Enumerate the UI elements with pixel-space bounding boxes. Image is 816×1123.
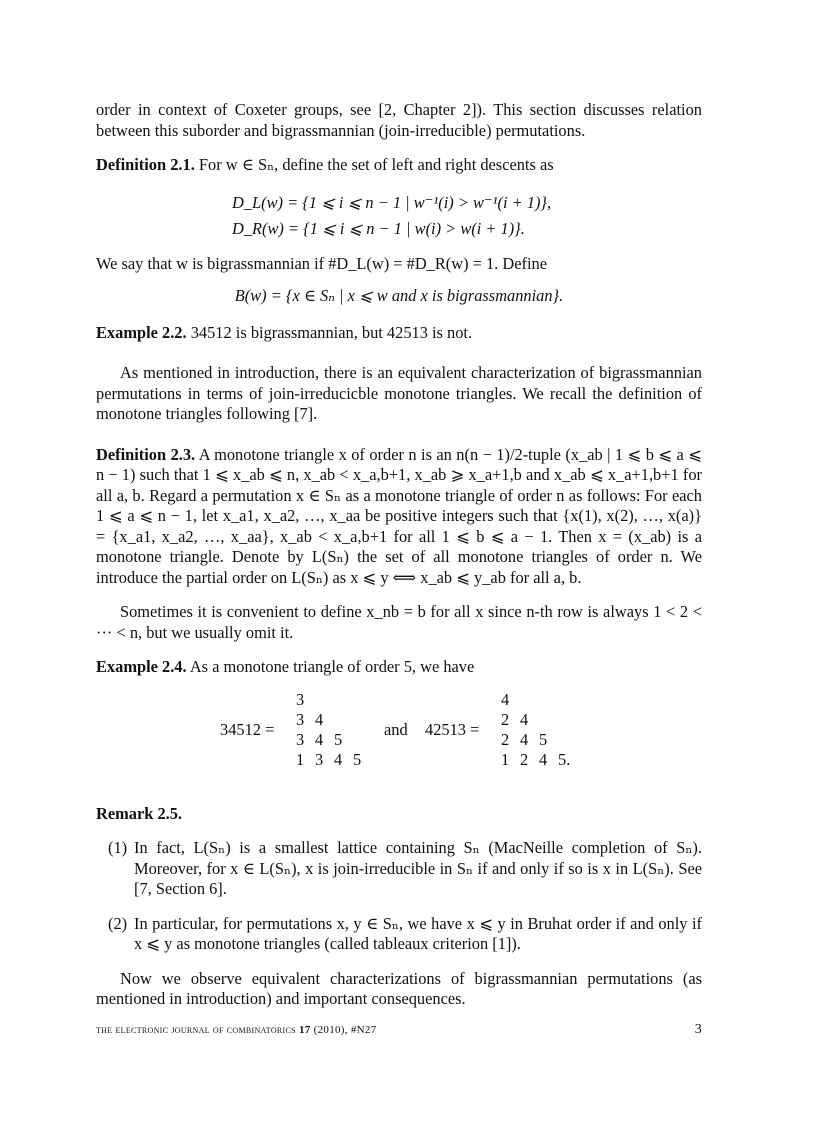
triangle-entry: 4	[520, 729, 529, 749]
triangle-entry: 4	[315, 709, 324, 729]
and-connector: and	[384, 719, 408, 739]
descents-equations	[96, 190, 702, 242]
bigrassmannian-paragraph: We say that w is bigrassmannian if #D_L(w) = #D_R(w) = 1. Define	[96, 253, 547, 273]
triangle-entry: 5	[539, 729, 548, 749]
journal-issue: (2010), #N27	[313, 1024, 377, 1036]
convenient-paragraph: Sometimes it is convenient to define x_nb = b for all x since n-th row is always 1 < 2 < ··· < n, but we usually omit it.	[96, 602, 702, 642]
item-text: In fact, L(Sₙ) is a smallest lattice containing Sₙ (MacNeille completion of Sₙ). Moreover, for x ∈ L(Sₙ), x is join-irreducible in Sₙ if and only if so is x in L(Sₙ). See [7, Section 6].	[134, 838, 702, 898]
journal-citation	[96, 1024, 377, 1036]
item-text: In particular, for permutations x, y ∈ Sₙ, we have x ⩽ y in Bruhat order if and only if x ⩽ y as monotone triangles (called tableaux criterion [1]).	[134, 913, 702, 953]
triangle-entry: 4	[520, 709, 529, 729]
page-footer	[96, 1024, 702, 1042]
page-body	[96, 100, 702, 1010]
example-2-4	[96, 657, 702, 678]
triangle-row	[296, 730, 353, 751]
triangle-entry: 2	[501, 709, 510, 729]
list-item	[96, 914, 702, 955]
left-triangle-label: 34512 =	[220, 719, 275, 739]
triangle-entry: 3	[296, 709, 305, 729]
monotone-triangles-display	[96, 690, 702, 794]
page-number: 3	[694, 1022, 702, 1037]
triangle-entry: 3	[315, 749, 324, 769]
triangle-row	[501, 730, 558, 751]
definition-text: For w ∈ Sₙ, define the set of left and right descents as	[198, 155, 554, 174]
definition-2-1	[96, 155, 702, 176]
triangle-entry: 5	[334, 729, 343, 749]
triangle-entry: 3	[296, 729, 305, 749]
triangle-row	[296, 750, 372, 771]
right-descent-equation: D_R(w) = {1 ⩽ i ⩽ n − 1 | w(i) > w(i + 1)}.	[232, 218, 525, 238]
triangle-entry: 2	[520, 749, 529, 769]
triangle-entry: 1	[501, 749, 510, 769]
triangle-row	[296, 710, 334, 731]
triangle-entry: 4	[334, 749, 343, 769]
definition-text: A monotone triangle x of order n is an n(n − 1)/2-tuple (x_ab | 1 ⩽ b ⩽ a ⩽ n − 1) such that 1 ⩽ x_ab ⩽ n, x_ab < x_a,b+1, x_ab ⩾ x_a+1,b and x_ab ⩽ x_a+1,b+1 for all a, b. Regard a permutation x ∈ Sₙ as a monotone triangle of order n as follows: For each 1 ⩽ a ⩽ n − 1, let x_a1, x_a2, …, x_aa be positive integers such that {x(1), x(2), …, x(a)} = {x_a1, x_a2, …, x_aa}, x_ab < x_a,b+1 for all 1 ⩽ b ⩽ a − 1. Then x = (x_ab) is a monotone triangle. Denote by L(Sₙ) the set of all monotone triangles of order n. We introduce the partial order on L(Sₙ) as x ⩽ y ⟺ x_ab ⩽ y_ab for all a, b.	[96, 444, 702, 587]
triangle-entry: 5	[353, 749, 362, 769]
journal-volume: 17	[298, 1024, 311, 1036]
triangle-entry: 4	[501, 689, 510, 709]
intro-paragraph: order in context of Coxeter groups, see [2, Chapter 2]). This section discusses relation between this suborder and bigrassmannian (join-irreducible) permutations.	[96, 100, 702, 140]
example-label: Example 2.2.	[96, 322, 187, 342]
left-descent-equation: D_L(w) = {1 ⩽ i ⩽ n − 1 | w⁻¹(i) > w⁻¹(i + 1)},	[232, 192, 552, 212]
definition-label: Definition 2.1.	[96, 155, 195, 174]
triangle-entry: 3	[296, 689, 305, 709]
triangle-entry: 5.	[558, 749, 571, 769]
right-triangle-label: 42513 =	[425, 719, 480, 739]
triangle-entry: 4	[315, 729, 324, 749]
mentioned-paragraph: As mentioned in introduction, there is an equivalent characterization of bigrassmannian permutations in terms of join-irreducicble monotone triangles. We recall the definition of monotone triangles following [7].	[96, 363, 702, 423]
remark-2-5-label: Remark 2.5.	[96, 803, 183, 823]
example-text: 34512 is bigrassmannian, but 42513 is not.	[190, 322, 473, 342]
triangle-entry: 4	[539, 749, 548, 769]
remark-list	[96, 838, 702, 955]
triangle-row	[501, 750, 577, 771]
journal-name: the electronic journal of combinatorics	[96, 1024, 296, 1036]
triangle-entry: 1	[296, 749, 305, 769]
item-number: (2)	[108, 913, 128, 933]
b-set-equation: B(w) = {x ∈ Sₙ | x ⩽ w and x is bigrassmannian}.	[234, 286, 564, 305]
example-text: As a monotone triangle of order 5, we have	[189, 657, 475, 676]
triangle-row	[296, 690, 315, 711]
triangle-row	[501, 710, 539, 731]
example-label: Example 2.4.	[96, 657, 187, 676]
definition-label: Definition 2.3.	[96, 444, 196, 464]
triangle-entry: 2	[501, 729, 510, 749]
definition-2-3	[96, 445, 702, 589]
item-number: (1)	[108, 838, 128, 857]
triangle-row	[501, 690, 520, 711]
observe-paragraph: Now we observe equivalent characterizations of bigrassmannian permutations (as mentioned in introduction) and important consequences.	[96, 968, 702, 1008]
list-item	[96, 838, 702, 900]
example-2-2	[96, 323, 702, 344]
